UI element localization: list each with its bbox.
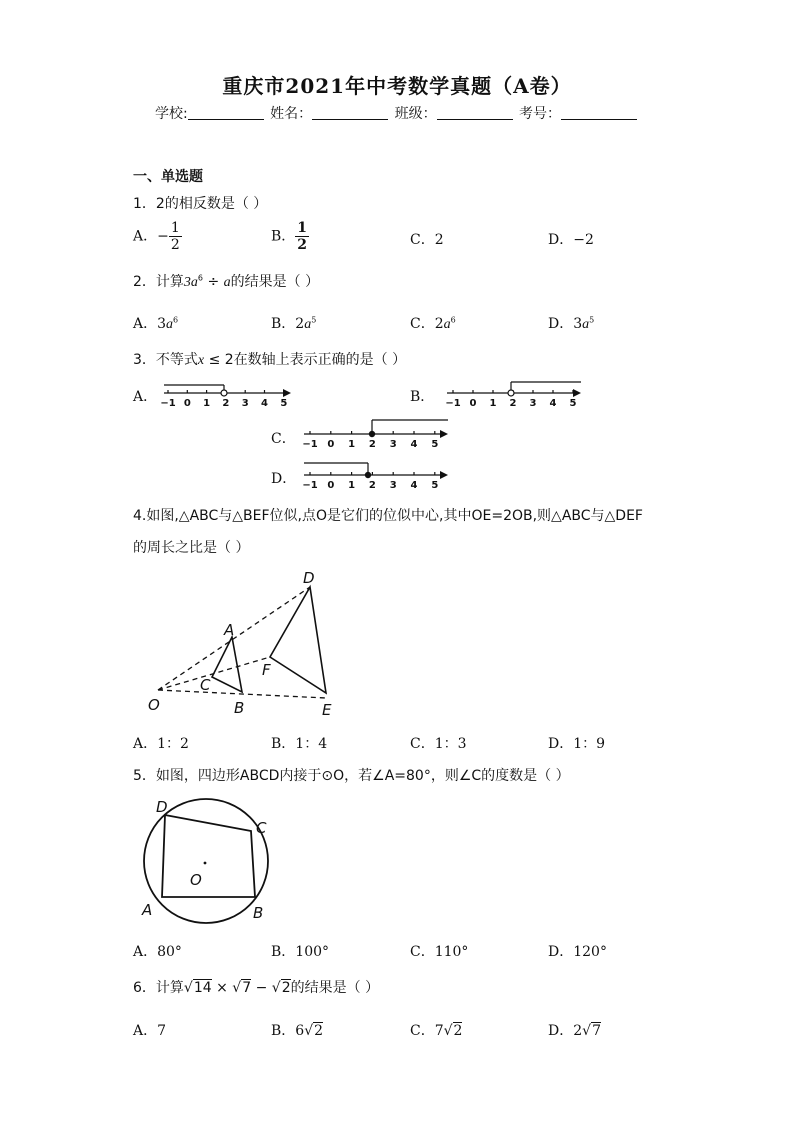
tick-label: 5: [431, 480, 439, 491]
tick-label: 1: [489, 398, 497, 409]
tick-label: −1: [160, 398, 176, 409]
q3-option-b-label[interactable]: B．: [410, 389, 435, 405]
exam-number-blank[interactable]: [561, 107, 637, 120]
tick-label: 0: [327, 480, 335, 491]
q4-option-d[interactable]: D．1：9: [548, 736, 606, 752]
section-title: 一、单选题: [133, 169, 203, 185]
exam-number-label: 考号：: [519, 106, 562, 122]
q5-option-a[interactable]: A．80°: [133, 944, 182, 960]
name-blank[interactable]: [312, 107, 388, 120]
q6-option-c[interactable]: C．7√2: [410, 1023, 463, 1039]
label-b: B: [253, 904, 264, 922]
tick-label: 5: [280, 398, 288, 409]
tick-label: 2: [222, 398, 230, 409]
q3-option-a-label[interactable]: A．: [133, 389, 158, 405]
tick-label: 4: [261, 398, 268, 409]
q5-option-d[interactable]: D．120°: [548, 944, 607, 960]
page-title: 重庆市2021年中考数学真题（A卷）: [222, 74, 572, 98]
label-b: B: [234, 699, 245, 717]
q3-number-line-d: [302, 457, 452, 493]
tick-label: 5: [431, 439, 439, 450]
label-c: C: [256, 819, 267, 837]
tick-label: −1: [445, 398, 461, 409]
q3-number-line-a: [160, 378, 295, 412]
label-c: C: [200, 676, 211, 694]
question-2-stem: 2．计算$3a^6 \div a$的结果是（ ）: [133, 273, 320, 290]
label-d: D: [303, 569, 315, 587]
label-a: A: [142, 901, 153, 919]
label-a: A: [224, 621, 235, 639]
question-5-stem: 5．如图，四边形ABCD内接于⊙O，若∠A=80°，则∠C的度数是（ ）: [133, 768, 570, 784]
tick-label: 4: [549, 398, 557, 409]
q1-option-b[interactable]: B． $\frac{1}{2}$: [271, 220, 308, 253]
fraction: $\frac{1}{2}$: [297, 220, 308, 253]
tick-label: 3: [389, 439, 397, 450]
q5-option-b[interactable]: B．100°: [271, 944, 330, 960]
question-4-stem-line1: 4.如图,△ABC与△BEF位似,点O是它们的位似中心,其中OE=2OB,则△ABC与△DEF: [133, 508, 643, 524]
q2-option-a[interactable]: A．$3a^6$: [133, 315, 179, 332]
figure-5-inscribed-quadrilateral: [138, 793, 288, 928]
q3-option-c-label[interactable]: C．: [271, 431, 296, 447]
class-label: 班级：: [394, 106, 437, 122]
label-d: D: [156, 798, 168, 816]
tick-label: 3: [529, 398, 537, 409]
figure-4-homothety: [140, 565, 350, 725]
q1-option-c[interactable]: C．2: [410, 232, 444, 248]
tick-label: 1: [348, 480, 356, 491]
q6-option-a[interactable]: A．7: [133, 1023, 167, 1039]
tick-label: 0: [327, 439, 335, 450]
tick-label: 4: [410, 480, 418, 491]
q3-number-line-b: [445, 378, 585, 412]
q2-option-d[interactable]: D．$3a^5$: [548, 315, 595, 332]
q4-option-a[interactable]: A．1：2: [133, 736, 189, 752]
tick-label: 4: [410, 439, 418, 450]
class-blank[interactable]: [437, 107, 513, 120]
tick-label: 2: [368, 439, 376, 450]
tick-label: 2: [368, 480, 376, 491]
tick-label: 2: [509, 398, 517, 409]
question-3-stem: 3．不等式x ≤ 2在数轴上表示正确的是（ ）: [133, 352, 407, 368]
school-label: 学校:: [154, 106, 188, 122]
q3-number-line-c: [302, 416, 452, 452]
q1-option-a[interactable]: A．− $\frac{1}{2}$: [133, 220, 180, 253]
student-info-line: [0, 103, 794, 123]
q6-option-d[interactable]: D．2√7: [548, 1023, 601, 1039]
q5-option-c[interactable]: C．110°: [410, 944, 469, 960]
q4-option-c[interactable]: C．1：3: [410, 736, 467, 752]
tick-label: 0: [469, 398, 477, 409]
label-o: O: [148, 696, 160, 714]
tick-label: 3: [389, 480, 397, 491]
q4-option-b[interactable]: B．1：4: [271, 736, 328, 752]
name-label: 姓名：: [270, 106, 313, 122]
q2-option-b[interactable]: B．$2a^5$: [271, 315, 317, 332]
question-4-stem-line2: 的周长之比是（ ）: [133, 540, 250, 556]
q2-option-c[interactable]: C．$2a^6$: [410, 315, 456, 332]
q1-option-d[interactable]: D．−2: [548, 232, 594, 248]
label-o: O: [190, 871, 202, 889]
q3-option-d-label[interactable]: D．: [271, 471, 297, 487]
tick-label: −1: [302, 480, 318, 491]
tick-label: −1: [302, 439, 318, 450]
tick-label: 1: [348, 439, 356, 450]
tick-label: 0: [183, 398, 191, 409]
tick-label: 3: [241, 398, 249, 409]
tick-label: 5: [569, 398, 577, 409]
question-6-stem: 6．计算√14 × √7 − √2的结果是（ ）: [133, 980, 380, 996]
tick-label: 1: [203, 398, 211, 409]
school-blank[interactable]: [188, 107, 264, 120]
label-e: E: [322, 701, 332, 719]
label-f: F: [262, 661, 271, 679]
fraction: $\frac{1}{2}$: [170, 220, 180, 253]
q6-option-b[interactable]: B．6√2: [271, 1023, 324, 1039]
question-1-stem: 1．2的相反数是（ ）: [133, 196, 268, 212]
